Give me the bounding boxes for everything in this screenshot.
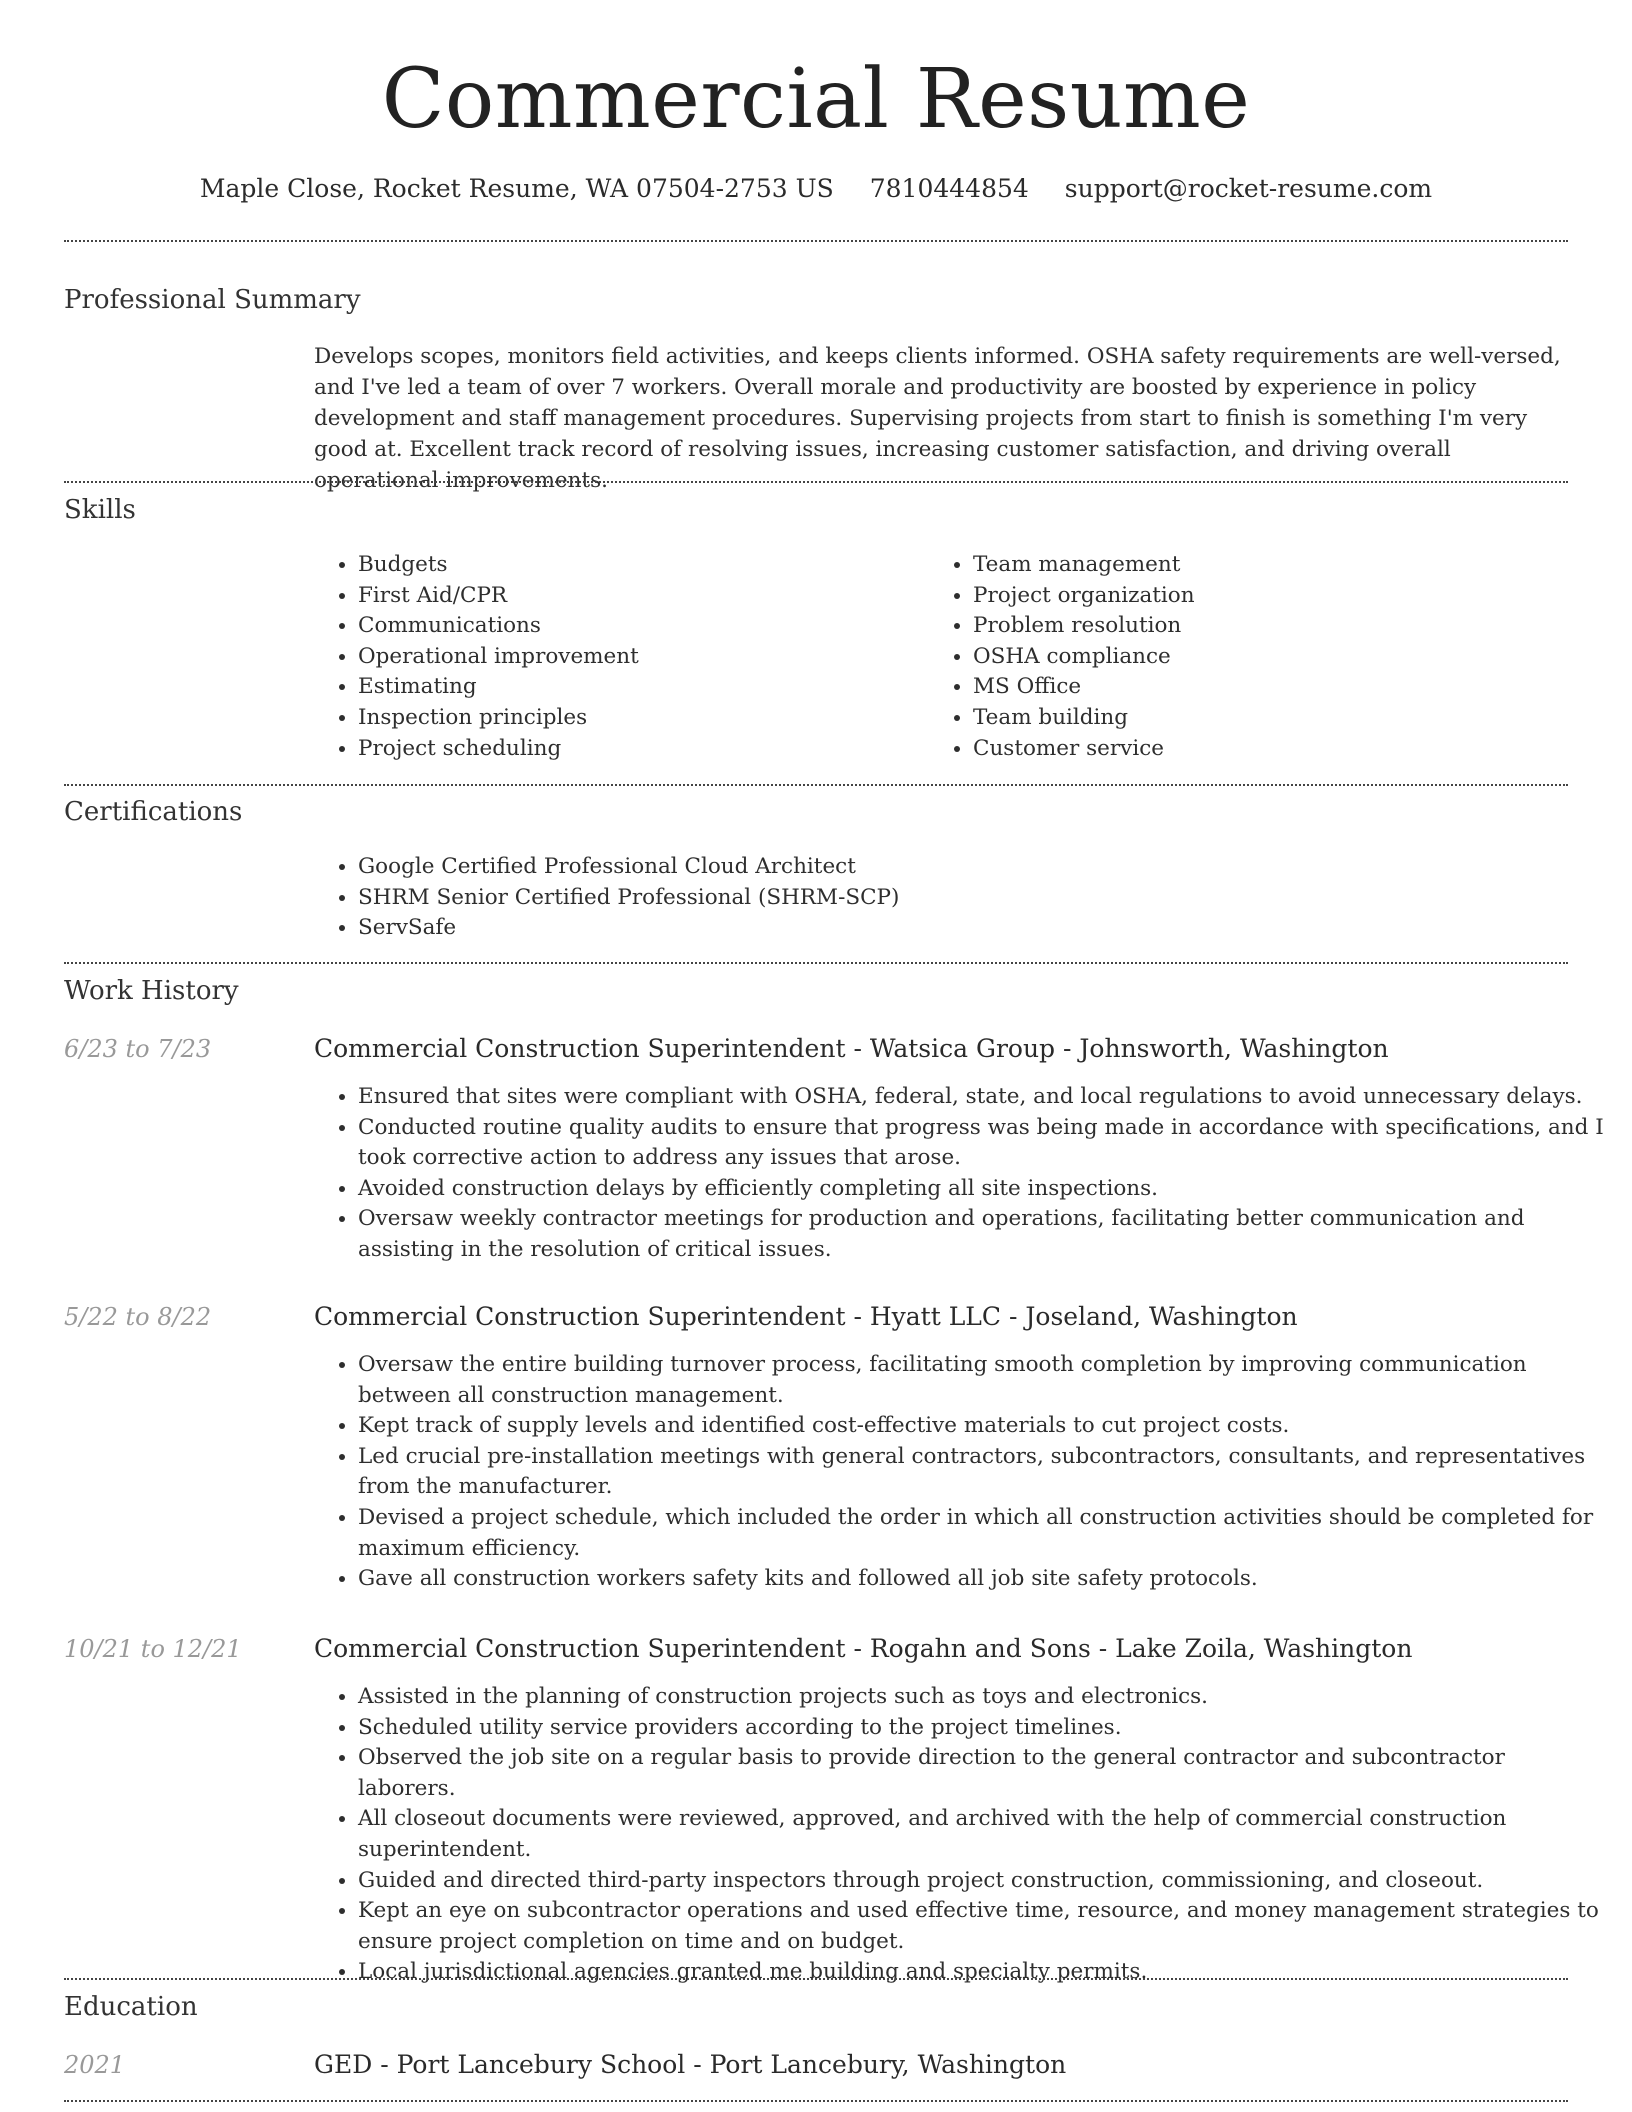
job-bullet: • All closeout documents were reviewed, approved, and archived with the help of commercial construction superintendent.: [358, 1804, 1608, 1865]
job-bullets: [314, 1682, 1608, 1988]
job-bullet: • Guided and directed third-party inspectors through project construction, commissioning, and closeout.: [358, 1866, 1608, 1897]
job-bullets: [314, 1082, 1608, 1266]
job-title: Commercial Construction Superintendent - Hyatt LLC - Joseland, Washington: [314, 1302, 1298, 1331]
job-bullet: • Oversaw the entire building turnover process, facilitating smooth completion by improving communication between all construction management.: [358, 1350, 1608, 1411]
job-bullet: • Avoided construction delays by efficiently completing all site inspections.: [358, 1174, 1608, 1205]
job-bullet: • Conducted routine quality audits to ensure that progress was being made in accordance with specifications, and I took corrective action to address any issues that arose.: [358, 1113, 1608, 1174]
job-title: Commercial Construction Superintendent - Watsica Group - Johnsworth, Washington: [314, 1034, 1389, 1063]
certification-item: • Google Certified Professional Cloud Architect: [358, 852, 1558, 883]
job-title: Commercial Construction Superintendent - Rogahn and Sons - Lake Zoila, Washington: [314, 1634, 1413, 1663]
certification-item: • SHRM Senior Certified Professional (SHRM-SCP): [358, 883, 1558, 914]
job-dates: 10/21 to 12/21: [64, 1635, 242, 1663]
section-divider: [64, 240, 1568, 242]
job-bullet: • Kept track of supply levels and identified cost-effective materials to cut project costs.: [358, 1411, 1608, 1442]
section-divider: [64, 481, 1568, 483]
job-bullet: • Kept an eye on subcontractor operations and used effective time, resource, and money management strategies to ensure project completion on time and on budget.: [358, 1896, 1608, 1957]
skill-item: • Inspection principles: [358, 703, 918, 734]
skill-item: • Communications: [358, 611, 918, 642]
section-divider: [64, 1978, 1568, 1980]
skill-item: • First Aid/CPR: [358, 581, 918, 612]
skills-list-left: [314, 550, 918, 764]
skill-item: • OSHA compliance: [973, 642, 1573, 673]
job-bullet: • Scheduled utility service providers according to the project timelines.: [358, 1713, 1608, 1744]
job-bullet: • Oversaw weekly contractor meetings for production and operations, facilitating better communication and assisting in the resolution of critical issues.: [358, 1204, 1608, 1265]
skill-item: • Customer service: [973, 734, 1573, 765]
job-bullet: • Gave all construction workers safety kits and followed all job site safety protocols.: [358, 1564, 1608, 1595]
skill-item: • Project organization: [973, 581, 1573, 612]
job-bullet: • Devised a project schedule, which included the order in which all construction activities should be completed for maximum efficiency.: [358, 1503, 1608, 1564]
work-history-heading: Work History: [64, 976, 239, 1006]
certifications-heading: Certifications: [64, 797, 243, 827]
job-bullet: • Led crucial pre-installation meetings with general contractors, subcontractors, consultants, and representatives from the manufacturer.: [358, 1442, 1608, 1503]
contact-phone: 7810444854: [869, 174, 1029, 203]
skills-list-right: [929, 550, 1573, 764]
skill-item: • Project scheduling: [358, 734, 918, 765]
section-divider: [64, 784, 1568, 786]
certifications-list: [314, 852, 1558, 944]
job-dates: 5/22 to 8/22: [64, 1303, 212, 1331]
contact-email: support@rocket-resume.com: [1064, 174, 1433, 203]
education-heading: Education: [64, 1992, 198, 2022]
section-divider: [64, 962, 1568, 964]
job-bullet: • Ensured that sites were compliant with OSHA, federal, state, and local regulations to avoid unnecessary delays.: [358, 1082, 1608, 1113]
section-divider: [64, 2100, 1568, 2102]
resume-title: Commercial Resume: [381, 52, 1251, 147]
summary-text: Develops scopes, monitors field activities, and keeps clients informed. OSHA safety requirements are well-versed, and I've led a team of over 7 workers. Overall morale and productivity are boosted by experience in policy development and staff management procedures. Supervising projects from start to finish is something I'm very good at. Excellent track record of resolving issues, increasing customer satisfaction, and driving overall operational improvements.: [314, 344, 1561, 493]
summary-heading: Professional Summary: [64, 285, 361, 315]
skill-item: • Budgets: [358, 550, 918, 581]
skills-heading: Skills: [64, 495, 136, 525]
skill-item: • MS Office: [973, 672, 1573, 703]
job-dates: 6/23 to 7/23: [64, 1035, 212, 1063]
education-year: 2021: [64, 2051, 126, 2079]
education-entry: GED - Port Lancebury School - Port Lancebury, Washington: [314, 2050, 1067, 2079]
job-bullet: • Observed the job site on a regular basis to provide direction to the general contractor and subcontractor laborers.: [358, 1743, 1608, 1804]
contact-address: Maple Close, Rocket Resume, WA 07504-2753 US: [199, 174, 834, 203]
skill-item: • Team management: [973, 550, 1573, 581]
skill-item: • Problem resolution: [973, 611, 1573, 642]
skill-item: • Operational improvement: [358, 642, 918, 673]
contact-line: [0, 170, 1632, 208]
job-bullets: [314, 1350, 1608, 1595]
job-bullet: • Assisted in the planning of construction projects such as toys and electronics.: [358, 1682, 1608, 1713]
certification-item: • ServSafe: [358, 913, 1558, 944]
job-bullet: • Local jurisdictional agencies granted me building and specialty permits.: [358, 1957, 1608, 1988]
skill-item: • Team building: [973, 703, 1573, 734]
skill-item: • Estimating: [358, 672, 918, 703]
